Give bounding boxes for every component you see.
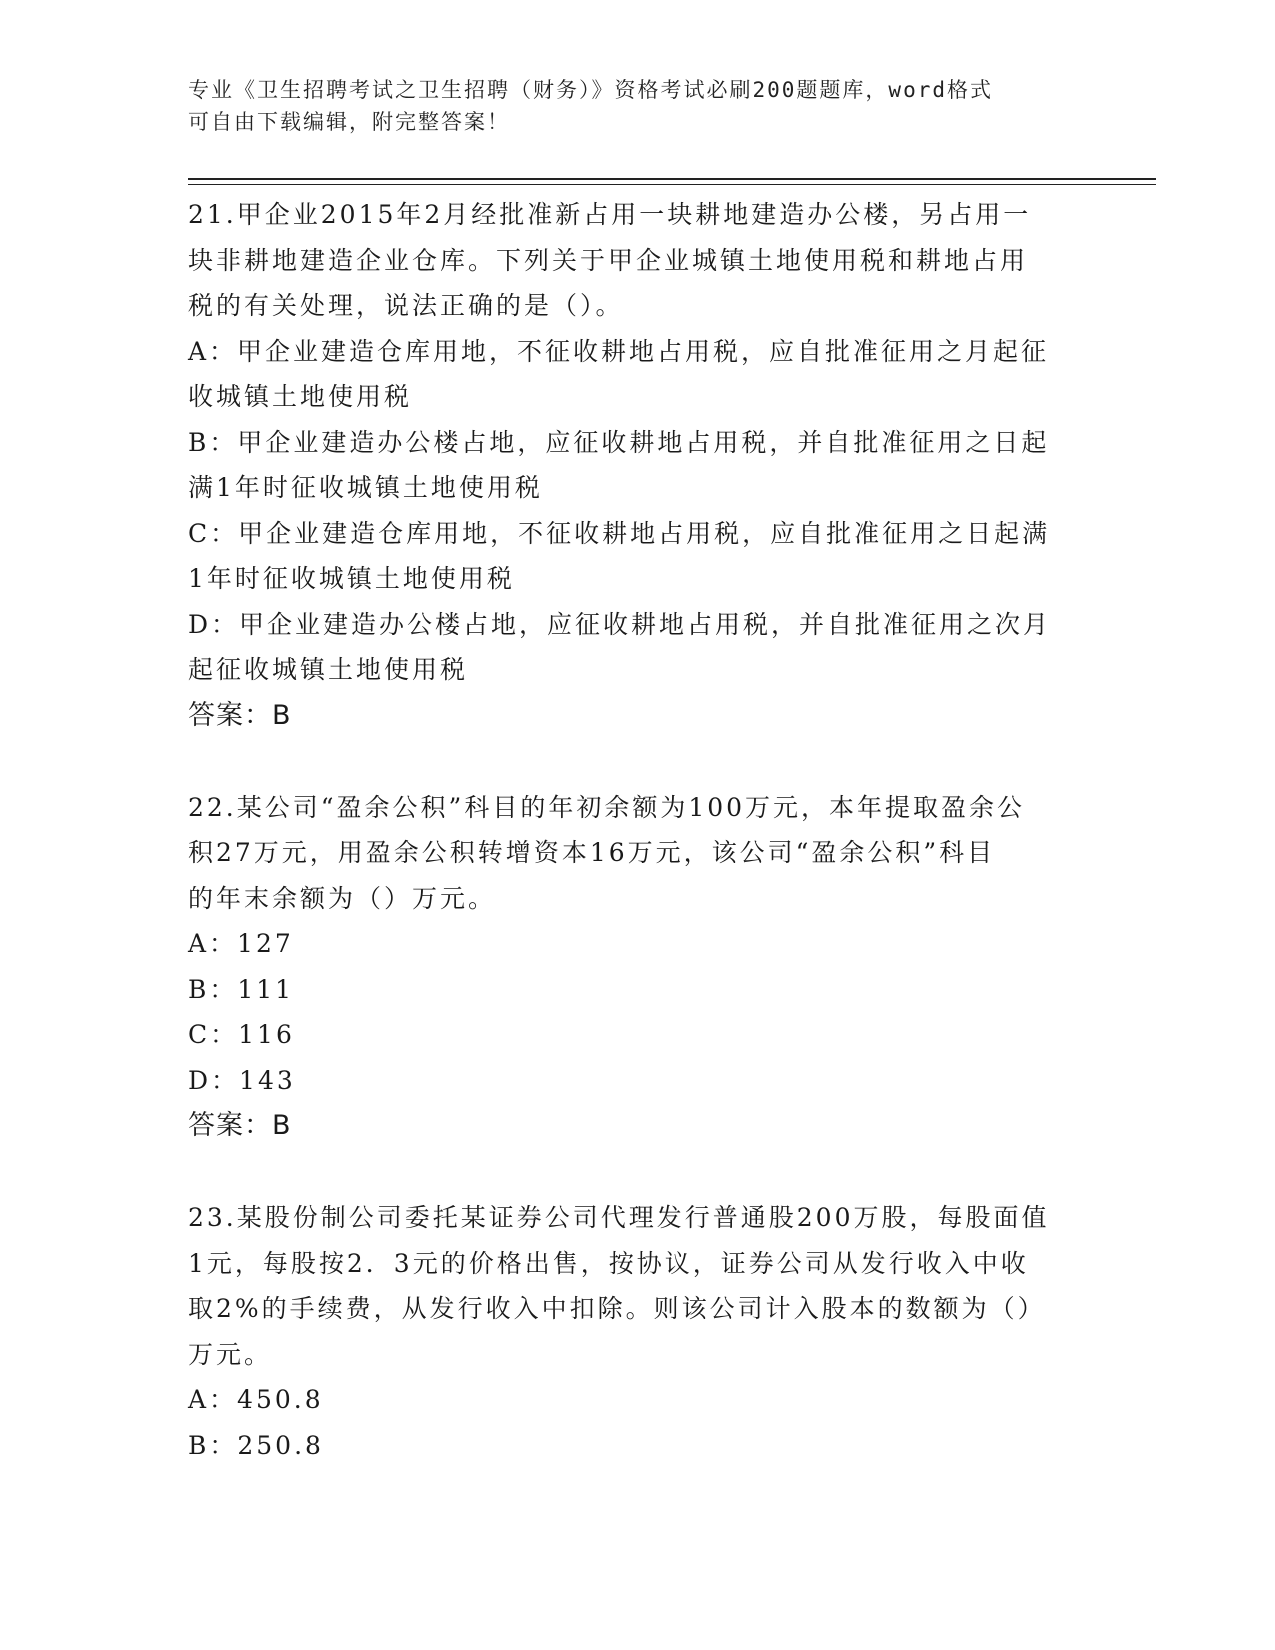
option-line: 满1年时征收城镇土地使用税 — [188, 473, 543, 502]
question-spacer — [188, 739, 1088, 785]
question-stem-line: 22.某公司“盈余公积”科目的年初余额为100万元，本年提取盈余公 — [188, 792, 1026, 822]
option-line: 起征收城镇土地使用税 — [188, 655, 469, 684]
header-divider-thick — [188, 178, 1156, 180]
question-list — [188, 192, 1088, 1468]
question-stem-line: 23.某股份制公司委托某证券公司代理发行普通股200万股，每股面值 — [188, 1203, 1050, 1232]
answer-label: 答案：B — [188, 1110, 292, 1141]
question-21 — [188, 192, 1088, 739]
option-line: 收城镇土地使用税 — [188, 382, 413, 411]
option-line: A：甲企业建造仓库用地，不征收耕地占用税，应自批准征用之月起征 — [188, 336, 1050, 366]
option-line: A：127 — [188, 929, 294, 958]
question-23 — [188, 1195, 1088, 1468]
answer-label: 答案：B — [188, 699, 292, 731]
document-header — [188, 74, 1068, 138]
option-line: B：250.8 — [188, 1430, 324, 1460]
option-line: D：甲企业建造办公楼占地，应征收耕地占用税，并自批准征用之次月 — [188, 609, 1052, 639]
question-stem-line: 积27万元，用盈余公积转增资本16万元，该公司“盈余公积”科目 — [188, 838, 996, 867]
question-spacer — [188, 1149, 1088, 1195]
option-line: 1年时征收城镇土地使用税 — [188, 564, 515, 593]
option-line: D：143 — [188, 1065, 296, 1095]
question-stem-line: 万元。 — [188, 1339, 273, 1369]
question-stem-line: 的年末余额为（）万元。 — [188, 883, 497, 913]
question-stem-line: 税的有关处理，说法正确的是（）。 — [188, 291, 624, 320]
option-line: C：116 — [188, 1020, 295, 1049]
question-stem-line: 块非耕地建造企业仓库。下列关于甲企业城镇土地使用税和耕地占用 — [188, 245, 1029, 275]
header-line-2: 可自由下载编辑，附完整答案！ — [188, 110, 510, 134]
option-line: C：甲企业建造仓库用地，不征收耕地占用税，应自批准征用之日起满 — [188, 518, 1051, 548]
option-line: A：450.8 — [188, 1385, 324, 1414]
question-22 — [188, 785, 1088, 1150]
question-stem-line: 取2%的手续费，从发行收入中扣除。则该公司计入股本的数额为（） — [188, 1294, 1046, 1323]
option-line: B：111 — [188, 974, 295, 1004]
header-divider-thin — [188, 184, 1156, 185]
header-line-1: 专业《卫生招聘考试之卫生招聘（财务）》资格考试必刷200题题库，word格式 — [188, 78, 993, 102]
option-line: B：甲企业建造办公楼占地，应征收耕地占用税，并自批准征用之日起 — [188, 427, 1050, 457]
question-stem-line: 1元，每股按2．3元的价格出售，按协议，证券公司从发行收入中收 — [188, 1248, 1029, 1278]
question-stem-line: 21.甲企业2015年2月经批准新占用一块耕地建造办公楼，另占用一 — [188, 200, 1032, 229]
